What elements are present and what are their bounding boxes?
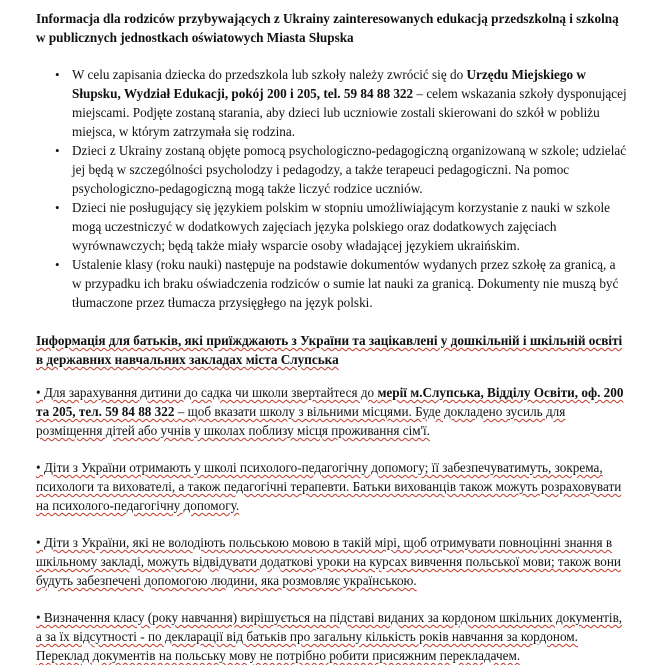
paragraph-text: • Визначення класу (року навчання) вирішується на підставі виданих за кордоном шкільних документів, а за їх відсутності - по декларації від батьків про загальну кількість років навчання за кордоном. Переклад документів на польську мову не потрібно робити присяжним перекладачем. <box>36 610 623 663</box>
office-contact-ua: мерії м.Слупська, Відділу Освіти, оф. 200 та 205, тел. 59 84 88 322 <box>36 385 624 419</box>
ukrainian-paragraph <box>36 383 627 440</box>
bullet-text: W celu zapisania dziecka do przedszkola lub szkoły należy zwrócić się do <box>72 67 467 82</box>
office-contact: Urzędu Miejskiego w Słupsku, Wydział Edukacji, pokój 200 i 205, tel. 59 84 88 322 <box>72 67 586 101</box>
ukrainian-paragraph <box>36 458 627 515</box>
polish-bullet-item <box>66 198 627 255</box>
ukrainian-heading: Інформація для батьків, які приїжджають з України та зацікавлені у дошкільній і шкільній освіті в державних навчальних закладах міста Слупська <box>36 333 623 367</box>
ukrainian-paragraph <box>36 533 627 590</box>
bullet-text: Ustalenie klasy (roku nauki) następuje na podstawie dokumentów wydanych przez szkołę za granicą, a w przypadku ich braku oświadczenia rodziców o sumie lat nauki za granicą. Dokumenty nie muszą być tłumaczone przez tłumacza przysięgłego na język polski. <box>72 257 619 310</box>
paragraph-text: • Діти з України, які не володіють польською мовою в такій мірі, щоб отримувати повноцінні знання в шкільному закладі, можуть відвідувати додаткові уроки на курсах вивчення польської мови; також вони будуть забезпечені допомогою людини, яка розмовляє українською. <box>36 535 621 588</box>
bullet-text: – celem wskazania szkoły dysponującej miejscami. Podjęte zostaną starania, aby dzieci lub uczniowie zostali skierowani do szkół w pobliżu miejsca, w którym zatrzymała się rodzina. <box>72 86 627 139</box>
bullet-text: Dzieci z Ukrainy zostaną objęte pomocą psychologiczno-pedagogiczną organizowaną w szkole; udzielać jej będą w szczególności psycholodzy i pedagodzy, a także terapeuci pedagogiczni. Na pomoc psychologiczno-pedagogiczną mogą także liczyć rodzice uczniów. <box>72 143 627 196</box>
polish-bullet-item <box>66 65 627 141</box>
polish-bullet-item <box>66 141 627 198</box>
paragraph-text: – щоб вказати школу з вільними місцями. Буде докладено зусиль для розміщення дітей або учнів у школах поблизу місця проживання сім'ї. <box>36 404 566 438</box>
polish-heading: Informacja dla rodziców przybywających z Ukrainy zainteresowanych edukacją przedszkolną i szkolną w publicznych jednostkach oświatowych Miasta Słupska <box>36 11 619 45</box>
bullet-text: Dzieci nie posługujący się językiem polskim w stopniu umożliwiającym korzystanie z nauki w szkole mogą uczestniczyć w dodatkowych zajęciach języka polskiego oraz dodatkowych zajęciach wyrównawczych; będą także miały wsparcie osoby władającej językiem ukraińskim. <box>72 200 610 253</box>
ukrainian-paragraph <box>36 608 627 665</box>
polish-bullet-list <box>36 65 627 312</box>
polish-bullet-item <box>66 255 627 312</box>
paragraph-text: • Для зарахування дитини до садка чи школи звертайтеся до <box>36 385 378 400</box>
paragraph-text: • Діти з України отримають у школі психолого-педагогічну допомогу; її забезпечуватимуть, зокрема, психологи та вихователі, а також педагогічні терапевти. Батьки вихованців також можуть розраховувати на психолого-педагогічну допомогу. <box>36 460 622 513</box>
